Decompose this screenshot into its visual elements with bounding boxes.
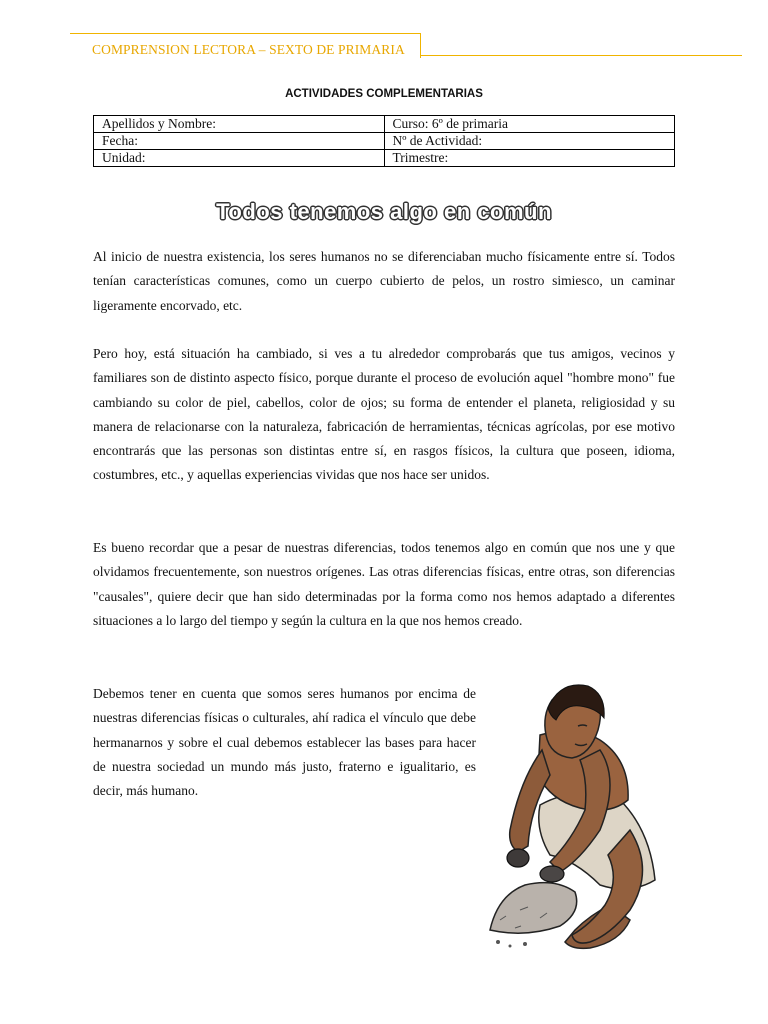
paragraph-4: Debemos tener en cuenta que somos seres humanos por encima de nuestras diferencias físicas o culturales, ahí radica el vínculo que debe hermanarnos y sobre el cual debemos establecer las bases para hacer de nuestra sociedad un mundo más justo, fraterno e igualitario, es decir, más humano. [93, 686, 476, 799]
page-title: Todos tenemos algo en común [216, 199, 552, 224]
early-human-illustration [480, 680, 670, 960]
name-field[interactable]: Apellidos y Nombre: [94, 116, 385, 133]
section-subtitle: ACTIVIDADES COMPLEMENTARIAS [285, 88, 483, 100]
paragraph-2: Pero hoy, está situación ha cambiado, si ves a tu alrededor comprobarás que tus amigos, vecinos y familiares son de distinto aspecto físico, porque durante el proceso de evolución aquel "hombre mono" fue cambiando su color de piel, cabellos, color de ojos; su forma de entender el planeta, religiosidad y su manera de relacionarse con la naturaleza, fabricación de herramientas, técnicas agrícolas, por ese motivo encontrarás que las personas son distintas entre sí, en rasgos físicos, la cultura que poseen, idioma, costumbres, etc., y aquellas experiencias vividas que nos hace ser unidos. [93, 346, 675, 483]
course-field[interactable]: Curso: 6º de primaria [384, 116, 675, 133]
student-info-table [93, 115, 675, 167]
paragraph-1: Al inicio de nuestra existencia, los seres humanos no se diferenciaban mucho físicamente entre sí. Todos tenían características comunes, como un cuerpo cubierto de pelos, un rostro simiesco, un caminar ligeramente encorvado, etc. [93, 249, 675, 313]
table-row [94, 116, 675, 133]
paragraph-3: Es bueno recordar que a pesar de nuestras diferencias, todos tenemos algo en común que nos une y que olvidamos frecuentemente, son nuestros orígenes. Las otras diferencias físicas, entre otras, son diferencias "causales", quiere decir que han sido determinadas por la forma como nos hemos adaptado a diferentes situaciones a lo largo del tiempo y según la cultura en la que nos hemos creado. [93, 540, 675, 628]
trimester-field[interactable]: Trimestre: [384, 150, 675, 167]
date-field[interactable]: Fecha: [94, 133, 385, 150]
activity-number-field[interactable]: Nº de Actividad: [384, 133, 675, 150]
table-row [94, 150, 675, 167]
header-title: COMPRENSION LECTORA – SEXTO DE PRIMARIA [92, 42, 405, 57]
unit-field[interactable]: Unidad: [94, 150, 385, 167]
header-underline [420, 55, 742, 56]
table-row [94, 133, 675, 150]
